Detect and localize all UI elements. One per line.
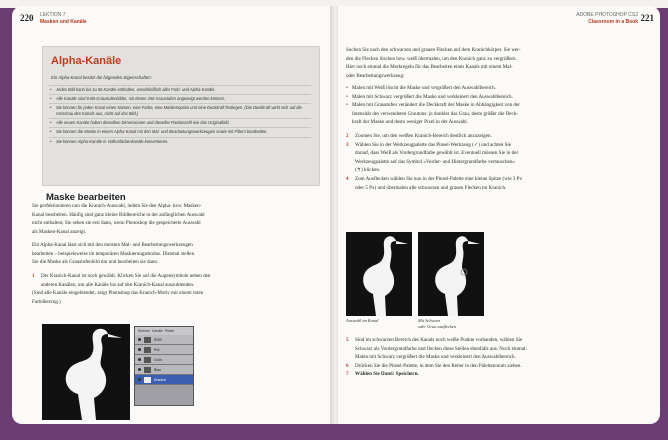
- step-item: [346, 175, 646, 192]
- step-number: 6: [346, 362, 349, 369]
- channel-thumbnail: [144, 357, 151, 363]
- channel-row[interactable]: [135, 355, 193, 365]
- text-line: Farbüberzug.): [32, 298, 61, 305]
- chapter-label: LEKTION 7: [40, 12, 66, 18]
- eye-icon[interactable]: [138, 338, 141, 341]
- bullet-item: • Malen mit Schwarz vergrößert die Maske und verkleinert den Auswahlbereich.: [346, 93, 646, 102]
- text-line: (↰) klicken.: [355, 167, 381, 174]
- text-line: den die Flecken löschen bzw. weiß übermalen, um den Kranich ganz zu vergrößern.: [346, 55, 517, 62]
- text-line: Malen mit Schwarz vergrößert die Maske und verkleinert den Auswahlbereich.: [352, 93, 513, 100]
- text-line: Malen mit Graustufen verändert die Deckkraft der Maske in Abhängigkeit von der: [352, 102, 520, 109]
- channels-panel: [134, 326, 194, 406]
- channel-thumbnail: [144, 377, 151, 383]
- step-item: [346, 132, 646, 141]
- text-line: oder Grau ausflecken: [418, 323, 457, 329]
- right-page: [338, 6, 660, 424]
- running-head-right: [576, 12, 638, 26]
- step-number: 4: [346, 175, 349, 182]
- channel-thumbnail: [144, 347, 151, 353]
- chapter-title: Masken und Kanäle: [40, 19, 87, 25]
- text-line: nicht enthalten; Sie sehen sie erst dann, wenn Photoshop die gespeicherte Auswahl: [32, 220, 201, 227]
- egret-retouch-image: [418, 232, 484, 316]
- egret-mask-image: [346, 232, 412, 316]
- text-line: oder 5 Px) und übermalen alle schwarzen und grauen Flecken im Kranich.: [355, 184, 507, 191]
- tab-layers[interactable]: Ebenen: [138, 329, 151, 333]
- text-line: Werkzeugpalette auf das Symbol »Vorder- und Hintergrundfarbe vertauschen«: [355, 158, 515, 165]
- paragraph-2: [32, 241, 328, 267]
- text-line: als Masken-Kanal anzeigt.: [32, 228, 87, 235]
- text-line: Malen mit Schwarz vergrößert die Maske und verkleinert den Auswahlbereich.: [355, 354, 516, 361]
- channel-name: Grün: [154, 357, 162, 362]
- bullet-list: [346, 84, 646, 127]
- text-line: Ein Alpha-Kanal lässt sich mit den meisten Mal- und Bearbeitungswerkzeugen: [32, 242, 193, 248]
- eye-icon[interactable]: [138, 348, 141, 351]
- text-line: bearbeiten – beispielsweise im temporären Maskierungsmodus. Diesmal stellen: [32, 250, 195, 257]
- intro-paragraph: [346, 46, 646, 80]
- text-line: Wählen Sie in der Werkzeugpalette das Pinsel-Werkzeug (✓) und achten Sie: [355, 141, 512, 148]
- box-item: • Jedes Bild kann bis zu 56 Kanäle enthalten, einschließlich aller Farb- und Alpha-Kanäle.: [49, 85, 311, 94]
- egret-silhouette-icon: [418, 232, 484, 316]
- step-item: [346, 370, 646, 379]
- step-number: 3: [346, 141, 349, 148]
- text-line: Mit Schwarz: [418, 318, 441, 323]
- steps-2-4: [346, 132, 646, 192]
- text-line: Kanal bearbeiten. Häufig sind ganz kleine Bildbereiche in der anfänglichen Auswahl: [32, 211, 205, 218]
- tab-channels[interactable]: Kanäle: [152, 329, 163, 333]
- bullet-item: • Malen mit Weiß löscht die Maske und vergrößert den Auswahlbereich.: [346, 84, 646, 93]
- channel-thumbnail: [144, 367, 151, 373]
- alpha-channels-box: [42, 46, 320, 186]
- text-line: Zoomen Sie, um den weißen Kranich-Bereich deutlich anzuzeigen.: [355, 133, 492, 139]
- paragraph-1: [32, 202, 328, 236]
- text-line: Sie perfektionieren nun die Kranich-Auswahl, indem Sie den Alpha- bzw. Masken-: [32, 203, 202, 209]
- text-line: Malen mit Weiß löscht die Maske und vergrößert den Auswahlbereich.: [352, 85, 496, 91]
- egret-silhouette-icon: [42, 324, 130, 420]
- box-item: • Alle Kanäle sind 8-Bit-Graustufenbilder, mit denen 256 Graustufen angezeigt werden können.: [49, 94, 311, 103]
- panel-tabs: [135, 327, 193, 335]
- eye-icon[interactable]: [138, 378, 141, 381]
- step-item: [346, 141, 646, 175]
- step-number: 2: [346, 133, 349, 139]
- channel-name: Blau: [154, 367, 162, 372]
- text-line: Suchen Sie nach den schwarzen und grauen Flecken auf dem Kranichkörper. Sie wer-: [346, 47, 521, 53]
- text-line: darauf, dass Weiß als Vordergrundfarbe gewählt ist. Eventuell müssen Sie in der: [355, 150, 519, 157]
- step-number: 5: [346, 337, 349, 343]
- box-list: [49, 85, 311, 146]
- step-text: [32, 272, 328, 289]
- book-title: ADOBE PHOTOSHOP CS2: [576, 12, 638, 18]
- text-line: anderen Kanälen, um alle Kanäle bis auf den Kranich-Kanal auszublenden.: [41, 281, 195, 288]
- channel-name: Kranich: [154, 377, 166, 382]
- box-item: • Sie können die Maske in einem Alpha-Kanal mit den Mal- und Bearbeitungswerkzeugen sowie mit Filtern bearbeiten.: [49, 127, 311, 136]
- tab-paths[interactable]: Pfade: [164, 329, 175, 333]
- box-item: • Alle neuen Kanäle haben dieselben Dimensionen und dieselbe Pixelanzahl wie das Originalbild.: [49, 118, 311, 127]
- text-line: Hier noch einmal die Merkregeln für das Bearbeiten eines Kanals mit einem Mal-: [346, 64, 513, 71]
- text-line: Sie die Maske als Graustufenbild dar und bearbeiten sie dann.: [32, 259, 159, 266]
- step-number: 7: [346, 371, 349, 378]
- text-line: Sind im schwarzen Bereich des Kanals noch weiße Punkte vorhanden, wählen Sie: [355, 337, 523, 343]
- series-title: Classroom in a Book: [588, 19, 638, 25]
- text-line: Drücken Sie die Pinsel-Palette, in dem Sie den Reiter in den Palettenraum ziehen.: [355, 362, 522, 369]
- text-line: Wählen Sie Datei: Speichern.: [355, 371, 419, 378]
- text-line: (Sind alle Kanäle eingeblendet, zeigt Photoshop das Kranich-Motiv mit einem roten: [32, 290, 204, 297]
- channel-row[interactable]: [135, 335, 193, 345]
- text-line: oder Bearbeitungswerkzeug:: [346, 72, 405, 79]
- text-line: Schwarz als Vordergrundfarbe und flecken diese Stellen ebenfalls aus. Noch einmal:: [355, 345, 527, 352]
- page-number-right: 221: [640, 13, 654, 23]
- channel-row[interactable]: [135, 345, 193, 355]
- step-item: [346, 362, 646, 371]
- bullet-item: • Malen mit Graustufen verändert die Deckkraft der Maske in Abhängigkeit von der Intensität des verwendeten Grautons: je dunkler das Grau, desto größer die Deck- kraft der Maske und desto weniger Pixel in der Auswahl.: [346, 101, 646, 127]
- page-number-left: 220: [20, 13, 34, 23]
- running-head-left: [40, 12, 87, 26]
- channel-row[interactable]: [135, 365, 193, 375]
- text-line: Der Kranich-Kanal ist noch gewählt. Klicken Sie auf die Augensymbole neben den: [41, 273, 211, 279]
- caption-right: [418, 318, 456, 329]
- text-line: kraft der Maske und desto weniger Pixel in der Auswahl.: [352, 119, 468, 126]
- steps-5-7: [346, 336, 646, 379]
- channel-row-selected[interactable]: [135, 375, 193, 385]
- channel-name: RGB: [154, 337, 162, 342]
- caption-left: Auswahl im Kanal: [346, 318, 379, 323]
- step-item: [346, 336, 646, 362]
- left-page: [12, 6, 332, 424]
- box-item: • Sie können für jeden Kanal einen Namen, eine Farbe, eine Maskenoption und eine Deckkraft festlegen. (Die Deckkraft wirkt sich auf die Vorschau des Kanals aus, nicht auf das Bild.): [49, 103, 311, 118]
- channel-thumbnail: [144, 337, 151, 343]
- eye-icon[interactable]: [138, 368, 141, 371]
- eye-icon[interactable]: [138, 358, 141, 361]
- section-title: Maske bearbeiten: [46, 192, 126, 203]
- step-1: [32, 272, 328, 306]
- step-number: 1: [32, 273, 35, 279]
- egret-channel-image: [42, 324, 130, 420]
- box-item: • Sie können Alpha-Kanäle in Volltonfarbenkanäle konvertieren.: [49, 137, 311, 146]
- text-line: Zum Ausflecken wählen Sie nun in der Pinsel-Palette eine kleine Spitze (wie 3 Px: [355, 175, 523, 182]
- box-title: Alpha-Kanäle: [51, 55, 122, 67]
- egret-silhouette-icon: [346, 232, 412, 316]
- box-intro: Ein Alpha-Kanal besitzt die folgenden Eigenschaften:: [51, 75, 152, 80]
- channel-name: Rot: [154, 347, 160, 352]
- text-line: Intensität des verwendeten Grautons: je dunkler das Grau, desto größer die Deck-: [352, 110, 519, 117]
